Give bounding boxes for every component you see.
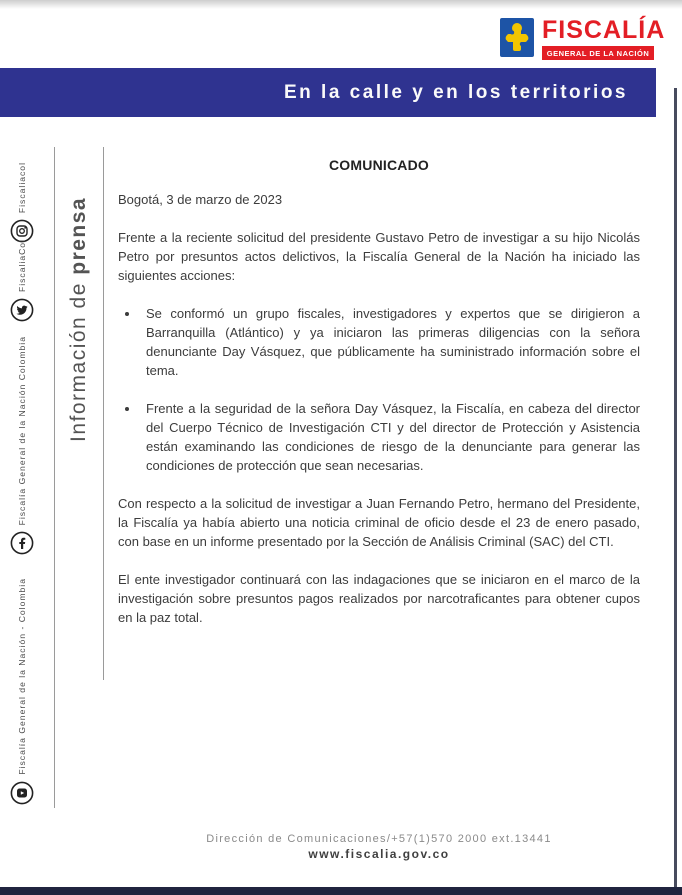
list-item: • Frente a la seguridad de la señora Day Vásquez, la Fiscalía, en cabeza del director del Cuerpo Técnico de Investigación CTI y del director de Protección y Asistencia están examinando las condiciones de riesgo de la denunciante para generar las condiciones de protección que sean necesarias.	[140, 399, 640, 475]
document-footer	[118, 833, 640, 861]
logo-wordmark: FISCALÍA	[542, 16, 666, 44]
social-item-twitter	[9, 239, 35, 322]
logo-subtitle: GENERAL DE LA NACIÓN	[542, 46, 654, 60]
page-top-shadow	[0, 0, 682, 9]
logo-text	[542, 18, 665, 60]
youtube-icon	[10, 781, 34, 805]
sidebar-divider-inner	[103, 147, 104, 680]
social-item-youtube	[9, 578, 35, 805]
press-info-label-regular: Información de	[67, 274, 90, 442]
website-url: www.fiscalia.gov.co	[308, 847, 450, 861]
social-handle-label: Fiscaliacol	[17, 161, 27, 213]
dateline: Bogotá, 3 de marzo de 2023	[118, 192, 283, 207]
document-body	[118, 156, 640, 646]
campaign-banner-text: En la calle y en los territorios	[284, 81, 628, 103]
social-handle-label: Fiscalía General de la Nación Colombia	[17, 335, 27, 525]
press-info-label-bold: prensa	[67, 196, 90, 275]
twitter-icon	[10, 298, 34, 322]
fiscalia-logo	[500, 18, 665, 60]
actions-list	[126, 304, 640, 475]
press-info-label	[67, 148, 91, 442]
document-title: COMUNICADO	[329, 157, 429, 173]
fiscalia-shield-icon	[500, 18, 534, 57]
campaign-banner	[0, 68, 656, 117]
social-item-instagram	[9, 162, 35, 243]
list-item: • Se conformó un grupo fiscales, investigadores y expertos que se dirigieron a Barranquilla (Atlántico) y ya iniciaron las primeras diligencias con la señora denunciante Day Vásquez, que públicamente ha suministrado información sobre el tema.	[140, 304, 640, 380]
intro-paragraph: Frente a la reciente solicitud del presidente Gustavo Petro de investigar a su hijo Nicolás Petro por presuntos actos delictivos, la Fiscalía General de la Nación ha iniciado las siguientes acciones:	[118, 230, 640, 283]
sidebar-divider-outer	[54, 147, 55, 808]
page-bottom-bar	[0, 887, 682, 895]
social-handle-label: Fiscalía General de la Nación - Colombia	[17, 578, 27, 775]
page-right-edge	[674, 88, 677, 887]
social-handle-label: FiscaliaCol	[17, 238, 27, 292]
body-paragraph: El ente investigador continuará con las indagaciones que se iniciaron en el marco de la investigación sobre presuntos pagos realizados por narcotraficantes para obtener cupos en la paz total.	[118, 572, 640, 625]
communications-contact: Dirección de Comunicaciones/+57(1)570 2000 ext.13441	[206, 833, 552, 845]
body-paragraph: Con respecto a la solicitud de investigar a Juan Fernando Petro, hermano del Presidente, la Fiscalía ya había abierto una noticia criminal de oficio desde el 23 de enero pasado, con base en un informe presentado por la Sección de Análisis Criminal (SAC) del CTI.	[118, 496, 640, 549]
facebook-icon	[10, 531, 34, 555]
social-item-facebook	[9, 336, 35, 555]
